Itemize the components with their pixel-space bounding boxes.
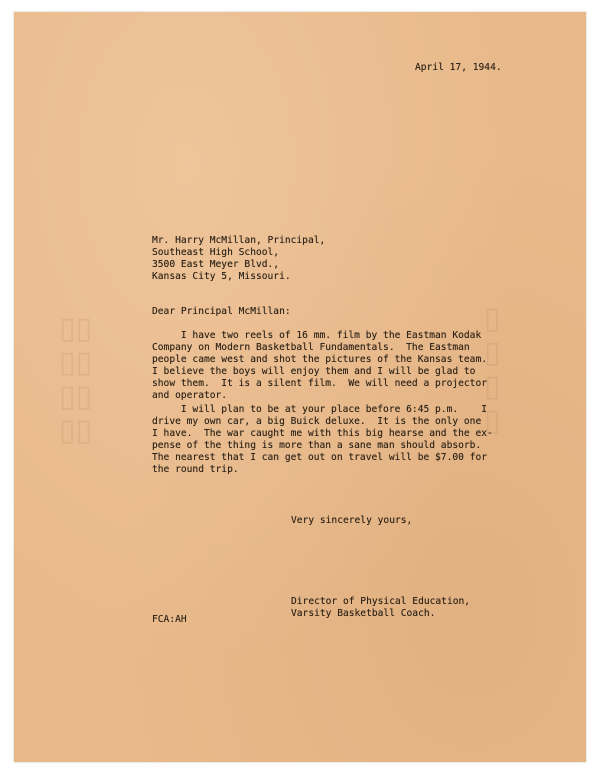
salutation: Dear Principal McMillan: xyxy=(152,306,291,317)
text-line: people came west and shot the pictures of the Kansas team. xyxy=(152,354,488,366)
text-line: I have two reels of 16 mm. film by the Eastman Kodak xyxy=(152,330,482,341)
signature-line: Director of Physical Education, xyxy=(291,596,471,607)
recipient-line: Mr. Harry McMillan, Principal, xyxy=(152,235,326,246)
bleed-through-marks-left: ▯▯ ▯▯ ▯▯ ▯▯ xyxy=(59,311,93,448)
bleed-through-marks-right: ▯ ▯ ▯ ▯ xyxy=(484,301,501,438)
text-line: the round trip. xyxy=(152,464,239,476)
text-line: I have. The war caught me with this big hearse and the ex- xyxy=(152,428,493,440)
text-line: Company on Modern Basketball Fundamentals. The Eastman xyxy=(152,342,470,354)
recipient-address xyxy=(152,235,325,283)
signature-block xyxy=(291,596,470,620)
text-line: and operator. xyxy=(152,390,228,402)
recipient-line: Kansas City 5, Missouri. xyxy=(152,271,291,283)
reference-initials: FCA:AH xyxy=(152,614,187,625)
letter-date: April 17, 1944. xyxy=(415,62,502,73)
text-line: I believe the boys will enjoy them and I will be glad to xyxy=(152,366,476,378)
text-line: pense of the thing is more than a sane man should absorb. xyxy=(152,440,482,452)
text-line: I will plan to be at your place before 6:45 p.m. I xyxy=(152,404,488,415)
text-line: The nearest that I can get out on travel will be $7.00 for xyxy=(152,452,488,464)
closing: Very sincerely yours, xyxy=(291,515,413,526)
text-line: show them. It is a silent film. We will need a projector xyxy=(152,378,488,390)
body-paragraph-2 xyxy=(152,404,493,477)
body-paragraph-1 xyxy=(152,330,487,403)
signature-line: Varsity Basketball Coach. xyxy=(291,608,436,620)
recipient-line: 3500 East Meyer Blvd., xyxy=(152,259,280,271)
recipient-line: Southeast High School, xyxy=(152,247,280,259)
text-line: drive my own car, a big Buick deluxe. It is the only one xyxy=(152,416,482,428)
